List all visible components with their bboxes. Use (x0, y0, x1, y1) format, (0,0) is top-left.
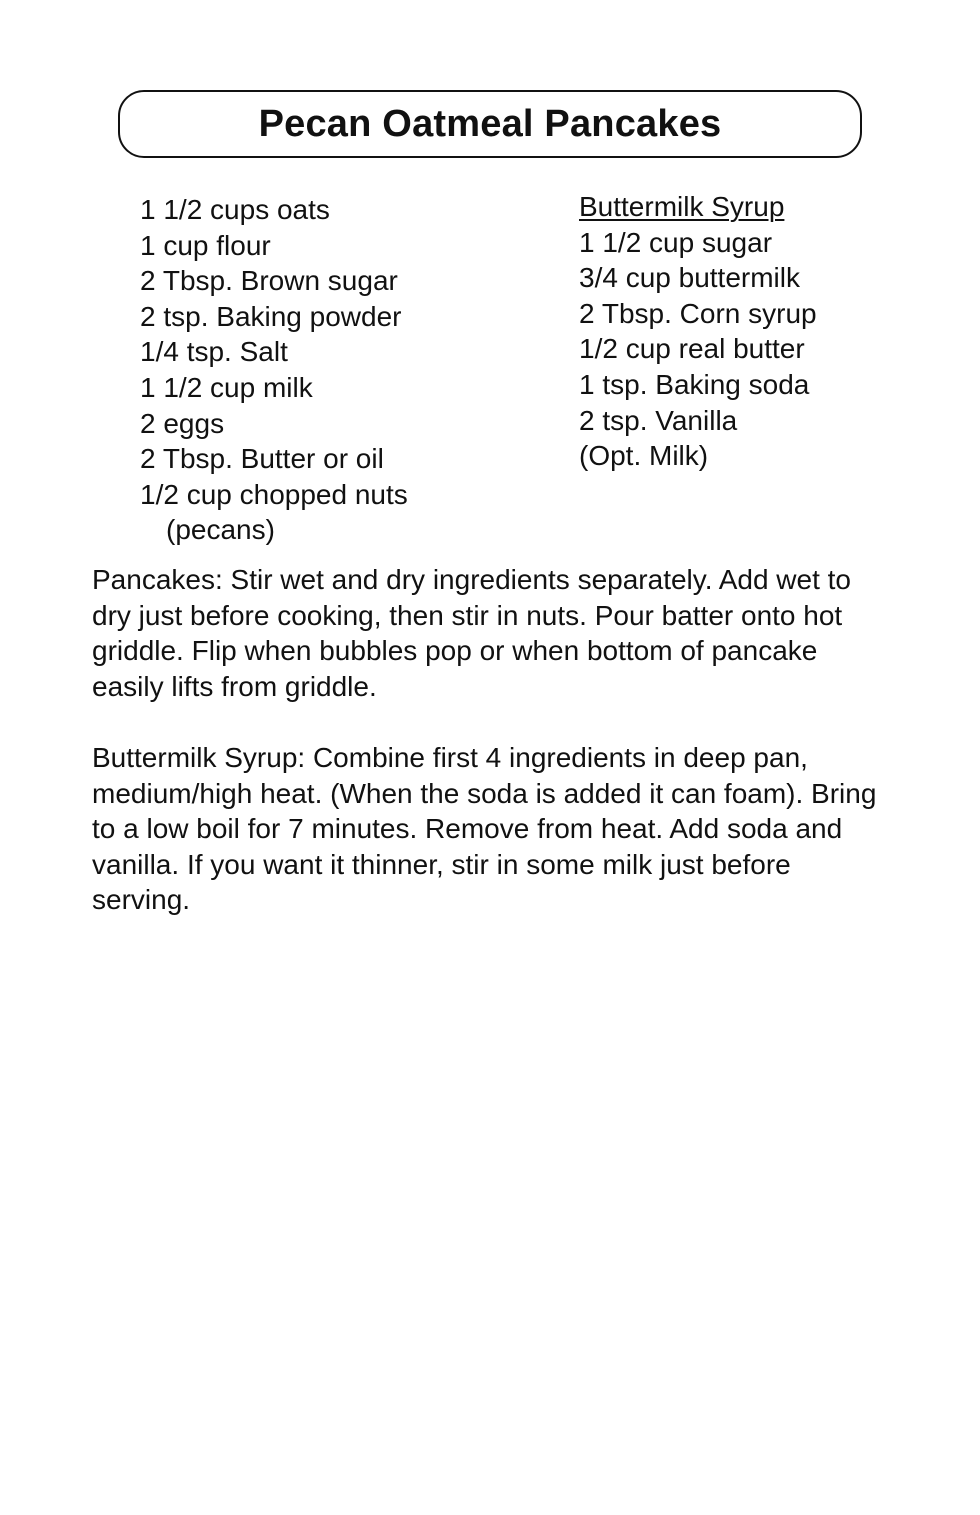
syrup-heading: Buttermilk Syrup (579, 191, 785, 222)
ingredient-item: 2 Tbsp. Butter or oil (140, 443, 384, 475)
ingredient-item: 1 1/2 cup milk (140, 371, 313, 403)
ingredient-item: 1 1/2 cups oats (140, 194, 330, 225)
ingredient-item-continuation: (pecans) (166, 514, 275, 546)
recipe-title-box (118, 90, 862, 158)
ingredient-item: 1/4 tsp. Salt (140, 336, 288, 368)
ingredient-item: 1 cup flour (140, 229, 271, 261)
syrup-ingredient-item: 1 1/2 cup sugar (579, 226, 773, 258)
syrup-ingredient-item: 2 Tbsp. Corn syrup (579, 297, 817, 329)
syrup-ingredient-item: (Opt. Milk) (579, 440, 709, 472)
recipe-title: Pecan Oatmeal Pancakes (258, 102, 722, 145)
ingredient-item: 1/2 cup chopped nuts (140, 478, 408, 510)
pancake-instructions: Pancakes: Stir wet and dry ingredients separately. Add wet to dry just before cooking, then stir in nuts. Pour batter onto hot griddle. Flip when bubbles pop or when bottom of pancake easily lifts from griddle. (92, 564, 852, 702)
ingredient-item: 2 tsp. Baking powder (140, 300, 402, 332)
syrup-instructions: Buttermilk Syrup: Combine first 4 ingredients in deep pan, medium/high heat. (When the soda is added it can foam). Bring to a low boil for 7 minutes. Remove from heat. Add soda and vanilla. If you want it thinner, stir in some milk just before serving. (92, 742, 877, 916)
pancake-ingredients-list (140, 192, 408, 548)
syrup-ingredient-item: 2 tsp. Vanilla (579, 404, 738, 436)
ingredient-item: 2 eggs (140, 407, 225, 439)
syrup-ingredient-item: 1 tsp. Baking soda (579, 368, 810, 400)
ingredient-item: 2 Tbsp. Brown sugar (140, 265, 398, 297)
syrup-ingredients-list (579, 189, 817, 474)
syrup-ingredient-item: 1/2 cup real butter (579, 333, 805, 365)
syrup-ingredient-item: 3/4 cup buttermilk (579, 262, 800, 294)
